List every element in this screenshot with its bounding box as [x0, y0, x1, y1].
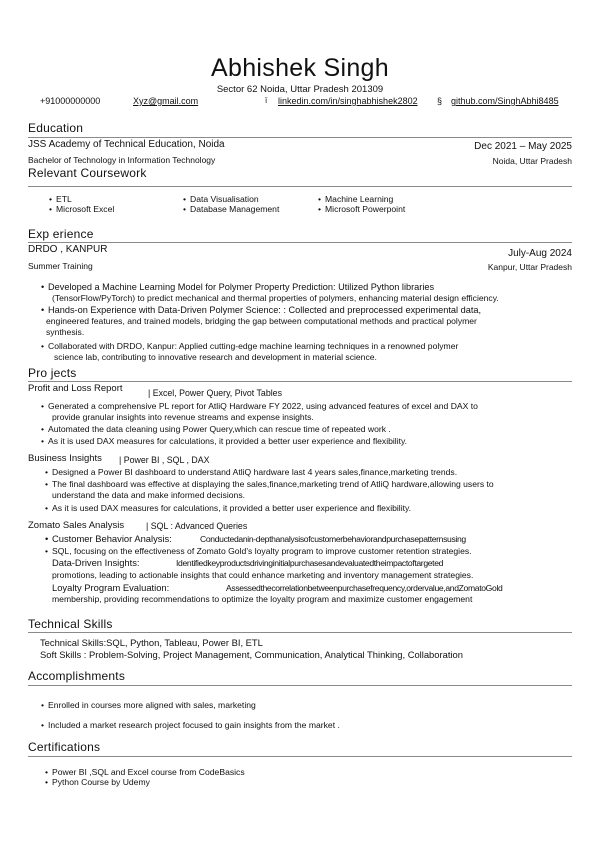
section-title-education: Education	[28, 121, 84, 135]
candidate-name: Abhishek Singh	[211, 54, 389, 82]
accomplishment-item: • Included a market research project focused to gain insights from the market .	[41, 720, 340, 730]
project-bullet: • Designed a Power BI dashboard to understand AtliQ hardware last 4 years sales,finance,marketing trends.	[45, 467, 458, 477]
email-link[interactable]: Xyz@gmail.com	[133, 96, 199, 106]
course-item: • Microsoft Powerpoint	[318, 204, 406, 214]
section-title-experience: Exp erience	[28, 227, 94, 241]
project-name: Zomato Sales Analysis	[28, 520, 125, 531]
soft-skills: Soft Skills : Problem-Solving, Project Management, Communication, Analytical Thinking, Collaboration	[40, 649, 463, 660]
project-tools: | SQL : Advanced Queries	[146, 521, 248, 531]
project-tools: | Power BI , SQL , DAX	[119, 455, 210, 465]
experience-line: (TensorFlow/PyTorch) to predict mechanical and thermal properties of polymers, enhancing material design efficiency.	[52, 293, 499, 303]
phone-number: +91000000000	[40, 96, 101, 106]
section-title-coursework: Relevant Coursework	[28, 166, 147, 180]
education-location: Noida, Uttar Pradesh	[492, 156, 572, 166]
experience-line: engineered features, and trained models, bridging the gap between computational methods and practical polymer	[46, 316, 477, 326]
section-divider	[28, 137, 572, 138]
project-bullet: • As it is used DAX measures for calculations, it provided a better user experience and flexibility.	[41, 436, 408, 446]
github-icon: §	[437, 96, 443, 106]
project-text: Assessedthecorrelationbetweenpurchasefrequency,ordervalue,andZomatoGold	[226, 583, 503, 593]
course-item: • Microsoft Excel	[49, 204, 115, 214]
experience-line: synthesis.	[46, 327, 85, 337]
section-divider	[28, 186, 572, 187]
project-line: membership, providing recommendations to optimize the loyalty program and maximize customer engagement	[52, 594, 473, 604]
project-bullet: • Automated the data cleaning using Power Query,which can rescue time of repeated work .	[41, 424, 391, 434]
experience-location: Kanpur, Uttar Pradesh	[487, 262, 572, 272]
experience-line: science lab, contributing to innovative research and development in material science.	[54, 352, 377, 362]
linkedin-icon: ï	[265, 96, 268, 105]
section-title-accomplishments: Accomplishments	[28, 669, 126, 683]
section-divider	[28, 756, 572, 757]
section-divider	[28, 685, 572, 686]
project-line: provide granular insights into revenue streams and expense insights.	[52, 412, 314, 422]
section-divider	[28, 242, 572, 243]
project-bullet: • Generated a comprehensive PL report for AtliQ Hardware FY 2022, using advanced features of excel and DAX to	[41, 401, 478, 411]
linkedin-link[interactable]: linkedin.com/in/singhabhishek2802	[278, 96, 418, 106]
section-divider	[28, 381, 572, 382]
project-label: Data-Driven Insights:	[52, 557, 140, 568]
project-label: Loyalty Program Evaluation:	[52, 582, 170, 593]
course-item: • Database Management	[183, 204, 280, 214]
project-bullet: • The final dashboard was effective at displaying the sales,finance,marketing trend of AtliQ hardware,allowing users to	[45, 479, 494, 489]
course-item: • Machine Learning	[318, 194, 394, 204]
school-name: JSS Academy of Technical Education, Noida	[28, 139, 225, 150]
project-tools: | Excel, Power Query, Pivot Tables	[148, 388, 282, 398]
project-text: Conductedanin-depthanalysisofcustomerbehaviorandpurchasepatternsusing	[200, 534, 466, 544]
experience-dates: July-Aug 2024	[508, 248, 572, 259]
certification-item: • Power BI ,SQL and Excel course from CodeBasics	[45, 767, 245, 777]
project-bullet: • SQL, focusing on the effectiveness of Zomato Gold’s loyalty program to improve customer retention strategies.	[45, 546, 472, 556]
github-link[interactable]: github.com/SinghAbhi8485	[451, 96, 559, 106]
experience-org: DRDO , KANPUR	[28, 244, 108, 255]
degree: Bachelor of Technology in Information Technology	[28, 155, 216, 165]
accomplishment-item: • Enrolled in courses more aligned with sales, marketing	[41, 700, 256, 710]
project-bullet: • As it is used DAX measures for calculations, it provided a better user experience and flexibility.	[45, 503, 412, 513]
education-dates: Dec 2021 – May 2025	[474, 141, 572, 152]
experience-role: Summer Training	[28, 261, 93, 271]
section-title-skills: Technical Skills	[28, 617, 113, 631]
experience-bullet: • Developed a Machine Learning Model for Polymer Property Prediction: Utilized Python libraries	[41, 282, 435, 292]
address: Sector 62 Noida, Uttar Pradesh 201309	[216, 84, 384, 95]
project-text: Identifiedkeyproductsdrivinginitialpurchasesandevaluatedtheimpactoftargeted	[176, 558, 444, 568]
project-line: promotions, leading to actionable insights that could enhance marketing and inventory management strategies.	[52, 570, 474, 580]
section-divider	[28, 632, 572, 633]
section-title-certifications: Certifications	[28, 740, 101, 754]
technical-skills: Technical Skills:SQL, Python, Tableau, Power BI, ETL	[40, 637, 263, 648]
project-name: Business Insights	[28, 453, 102, 464]
experience-bullet: • Hands-on Experience with Data-Driven Polymer Science: : Collected and preprocessed experimental data,	[41, 305, 482, 315]
course-item: • ETL	[49, 194, 72, 204]
project-name: Profit and Loss Report	[28, 383, 123, 394]
certification-item: • Python Course by Udemy	[45, 777, 150, 787]
project-line: understand the data and make informed decisions.	[52, 490, 246, 500]
experience-bullet: • Collaborated with DRDO, Kanpur: Applied cutting-edge machine learning techniques in a renowned polymer	[41, 341, 459, 351]
project-bullet: • Customer Behavior Analysis:	[45, 533, 172, 544]
course-item: • Data Visualisation	[183, 194, 259, 204]
section-title-projects: Pro jects	[28, 366, 77, 380]
